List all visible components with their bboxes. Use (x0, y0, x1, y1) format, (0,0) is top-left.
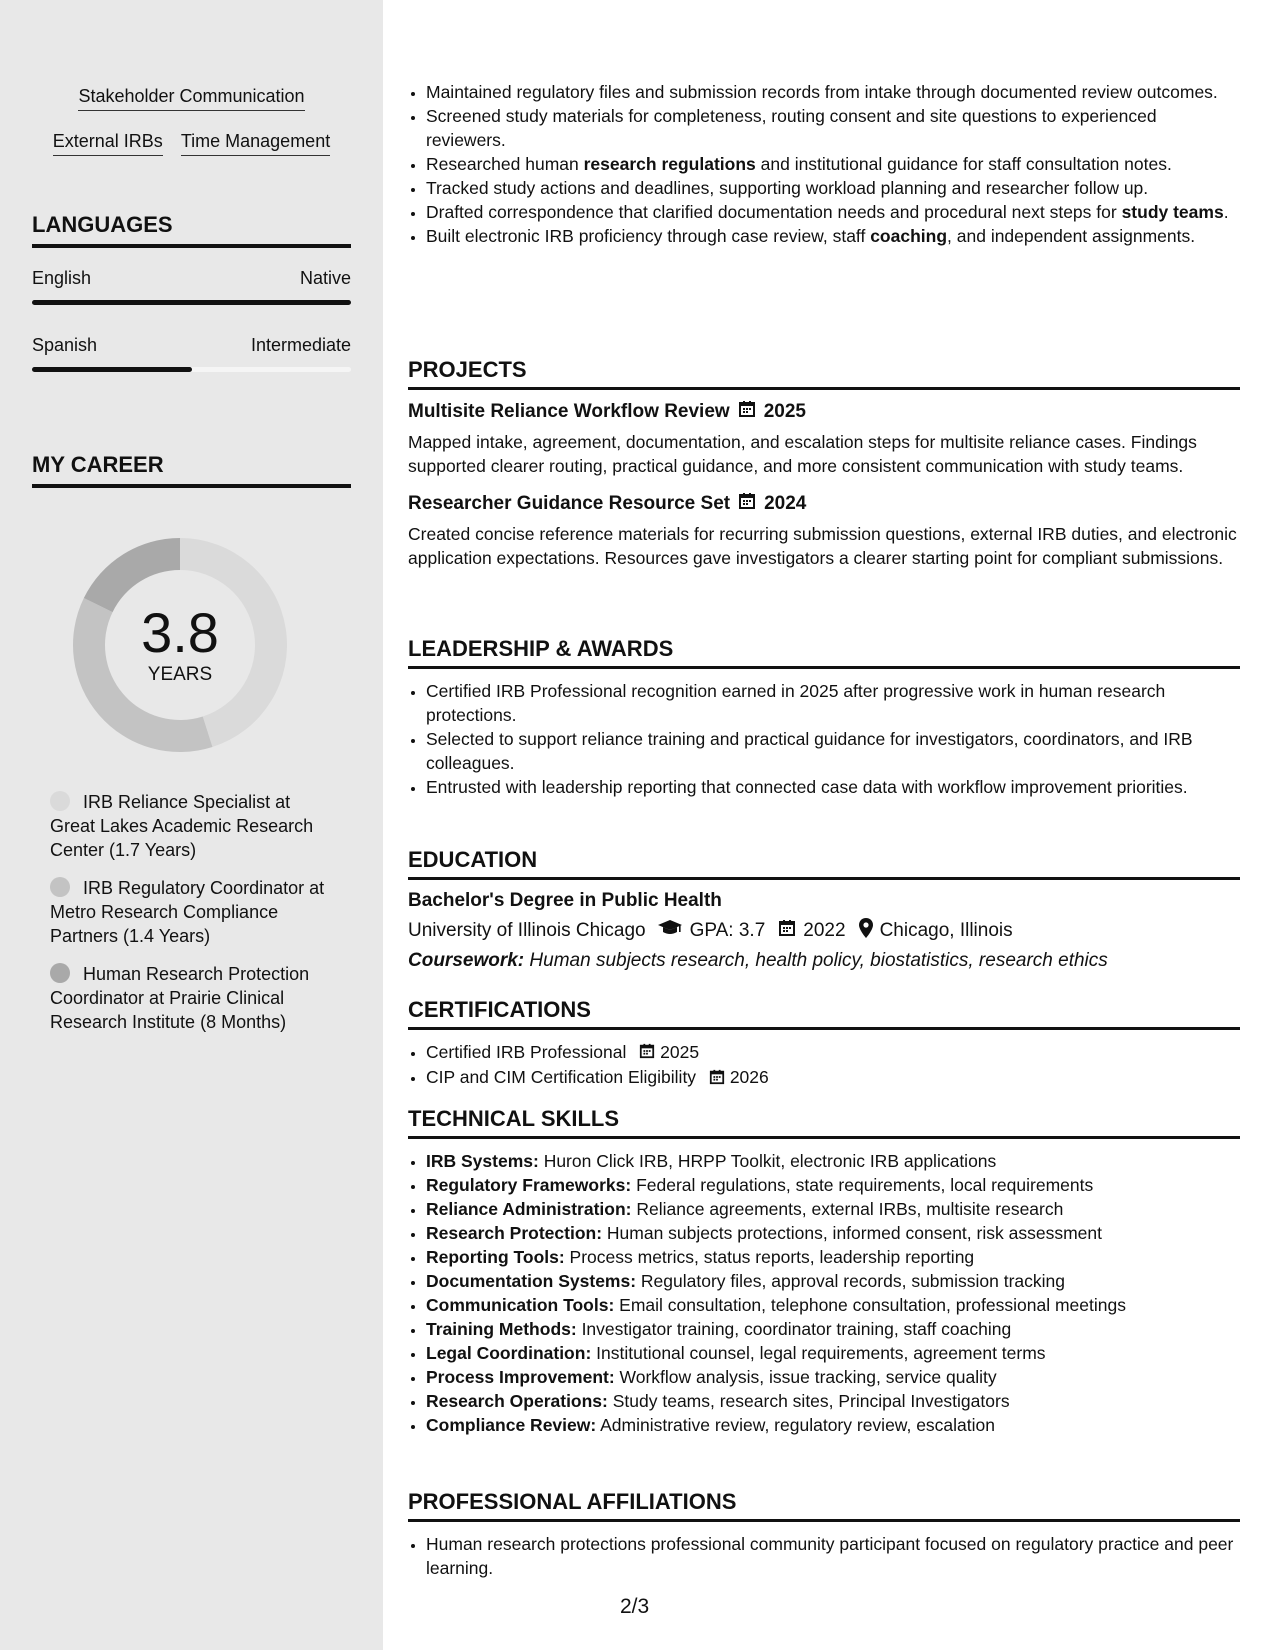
certifications-list (408, 1040, 1240, 1091)
calendar-icon (778, 919, 796, 943)
technical-skill-label: Communication Tools: (426, 1295, 615, 1315)
page-number: 2/3 (620, 1595, 650, 1618)
project-description: Created concise reference materials for recurring submission questions, external IRB duties, and electronic application expectations. Resources gave investigators a clearer starting point for compliant submissions. (408, 524, 1237, 568)
career-item (50, 790, 340, 862)
technical-skill-label: Legal Coordination: (426, 1343, 592, 1363)
certification-item (426, 1065, 1240, 1090)
technical-skill-item (426, 1389, 1240, 1413)
technical-skill-label: Research Protection: (426, 1223, 603, 1243)
education-heading: EDUCATION (408, 847, 1240, 880)
certification-name: Certified IRB Professional (426, 1042, 627, 1062)
technical-skill-value: Email consultation, telephone consultation, professional meetings (614, 1295, 1126, 1315)
project-year: 2024 (764, 493, 807, 514)
technical-skill-label: Training Methods: (426, 1319, 577, 1339)
technical-skill-value: Study teams, research sites, Principal Investigators (607, 1391, 1010, 1411)
career-label: Human Research Protection Coordinator at Prairie Clinical Research Institute (8 Months) (50, 964, 310, 1032)
languages-section (32, 212, 351, 372)
bullet-text: Built electronic IRB proficiency through case review, staff (426, 226, 871, 246)
language-level: Intermediate (250, 335, 351, 355)
technical-skill-label: Reliance Administration: (426, 1199, 632, 1219)
location-pin-icon (859, 918, 873, 944)
bullet-text: , and independent assignments. (947, 226, 1196, 246)
certifications-heading: CERTIFICATIONS (408, 997, 1240, 1030)
experience-bullet (426, 200, 1240, 224)
career-section (32, 452, 351, 488)
language-bar-fill (32, 300, 351, 305)
affiliation-item: • Human research protections professional community participant focused on regulatory practice and peer learning. (426, 1532, 1240, 1580)
career-list (50, 790, 340, 1048)
certification-item (426, 1040, 1240, 1065)
technical-skill-item (426, 1341, 1240, 1365)
technical-skill-value: Administrative review, regulatory review, escalation (596, 1415, 995, 1435)
career-donut-chart (65, 530, 295, 760)
education-details (408, 918, 1240, 944)
calendar-icon (738, 400, 756, 424)
skills-cloud (32, 86, 351, 176)
project-title: Multisite Reliance Workflow Review (408, 401, 730, 422)
career-heading: MY CAREER (32, 452, 351, 488)
leadership-item: • Selected to support reliance training and practical guidance for investigators, coordinators, and IRB colleagues. (426, 727, 1240, 775)
career-total-value: 3.8 (141, 601, 219, 664)
leadership-item: • Entrusted with leadership reporting that connected case data with workflow improvement priorities. (426, 775, 1240, 799)
technical-skill-value: Process metrics, status reports, leadership reporting (564, 1247, 975, 1267)
bullet-text: . (1223, 202, 1229, 222)
language-english (32, 268, 351, 305)
career-label: IRB Reliance Specialist at Great Lakes Academic Research Center (1.7 Years) (50, 792, 314, 860)
technical-skill-label: Research Operations: (426, 1391, 608, 1411)
technical-skill-label: Regulatory Frameworks: (426, 1175, 632, 1195)
technical-skill-value: Huron Click IRB, HRPP Toolkit, electronic IRB applications (538, 1151, 997, 1171)
affiliations-section (408, 1489, 1240, 1580)
experience-bullets (408, 80, 1240, 248)
languages-heading: LANGUAGES (32, 212, 351, 248)
leadership-item: • Certified IRB Professional recognition earned in 2025 after progressive work in human research protections. (426, 679, 1240, 727)
technical-skill-label: IRB Systems: (426, 1151, 539, 1171)
experience-bullet (426, 224, 1240, 248)
technical-skills-heading: TECHNICAL SKILLS (408, 1106, 1240, 1139)
technical-skill-value: Institutional counsel, legal requirements, agreement terms (591, 1343, 1046, 1363)
bullet-text: Tracked study actions and deadlines, supporting workload planning and researcher follow up. (426, 178, 1149, 198)
affiliations-heading: PROFESSIONAL AFFILIATIONS (408, 1489, 1240, 1522)
experience-bullet (426, 104, 1240, 152)
technical-skill-value: Federal regulations, state requirements, local requirements (631, 1175, 1094, 1195)
technical-skill-value: Reliance agreements, external IRBs, multisite research (631, 1199, 1064, 1219)
technical-skill-label: Documentation Systems: (426, 1271, 637, 1291)
language-name: Spanish (32, 335, 98, 355)
certification-name: CIP and CIM Certification Eligibility (426, 1067, 697, 1088)
career-dot (50, 877, 70, 897)
education-section (408, 847, 1240, 972)
graduation-cap-icon (657, 919, 683, 943)
project-title: Researcher Guidance Resource Set (408, 493, 731, 514)
projects-heading: PROJECTS (408, 357, 1240, 390)
main-content (408, 0, 1240, 1650)
calendar-icon (738, 492, 756, 516)
leadership-heading: LEADERSHIP & AWARDS (408, 636, 1240, 669)
bullet-text: Researched human (426, 154, 584, 174)
affiliations-list (408, 1532, 1240, 1580)
experience-bullet (426, 176, 1240, 200)
experience-bullet (426, 80, 1240, 104)
technical-skill-value: Investigator training, coordinator training, staff coaching (576, 1319, 1012, 1339)
career-dot (50, 791, 70, 811)
technical-skills-list (408, 1149, 1240, 1437)
experience-list (408, 80, 1240, 248)
coursework-text: Human subjects research, health policy, biostatistics, research ethics (529, 950, 1108, 971)
technical-skill-item (426, 1245, 1240, 1269)
career-dot (50, 963, 70, 983)
education-coursework (408, 950, 1240, 972)
technical-skill-item (426, 1365, 1240, 1389)
technical-skill-item (426, 1413, 1240, 1437)
education-gpa: GPA: 3.7 (689, 920, 766, 941)
technical-skill-item (426, 1317, 1240, 1341)
language-bar (32, 300, 351, 305)
skill-tag: Time Management (181, 131, 330, 156)
language-bar (32, 367, 351, 372)
sidebar (0, 0, 383, 1650)
technical-skill-value: Human subjects protections, informed consent, risk assessment (602, 1223, 1102, 1243)
technical-skill-item (426, 1173, 1240, 1197)
technical-skill-item (426, 1221, 1240, 1245)
language-bar-fill (32, 367, 192, 372)
certification-year: 2025 (660, 1042, 700, 1062)
technical-skill-label: Reporting Tools: (426, 1247, 565, 1267)
bullet-emphasis: coaching (870, 226, 948, 246)
career-total-unit: YEARS (147, 664, 213, 685)
experience-bullet (426, 152, 1240, 176)
career-item (50, 876, 340, 948)
technical-skill-label: Compliance Review: (426, 1415, 597, 1435)
leadership-section (408, 636, 1240, 799)
technical-skill-item (426, 1197, 1240, 1221)
project-item (408, 492, 1240, 570)
skill-tag: Stakeholder Communication (78, 86, 304, 111)
language-spanish (32, 335, 351, 372)
education-school: University of Illinois Chicago (408, 920, 646, 941)
education-location: Chicago, Illinois (879, 920, 1013, 941)
bullet-text: Screened study materials for completeness, routing consent and site questions to experienced reviewers. (426, 106, 1157, 150)
project-description: Mapped intake, agreement, documentation, and escalation steps for multisite reliance cases. Findings supported clearer routing, practical guidance, and more consistent communication with study teams. (408, 432, 1197, 476)
bullet-text: Maintained regulatory files and submission records from intake through documented review outcomes. (426, 82, 1218, 102)
calendar-icon (709, 1067, 725, 1091)
project-item (408, 400, 1240, 478)
technical-skill-value: Regulatory files, approval records, submission tracking (636, 1271, 1065, 1291)
project-year: 2025 (763, 401, 806, 422)
bullet-emphasis: research regulations (583, 154, 756, 174)
skill-tag: External IRBs (53, 131, 163, 156)
calendar-icon (639, 1041, 655, 1065)
bullet-text: and institutional guidance for staff consultation notes. (755, 154, 1172, 174)
bullet-text: Drafted correspondence that clarified documentation needs and procedural next steps for (426, 202, 1122, 222)
career-item (50, 962, 340, 1034)
coursework-label: Coursework: (408, 950, 525, 971)
career-total (65, 530, 295, 760)
projects-section (408, 357, 1240, 570)
language-name: English (32, 268, 92, 288)
technical-skill-item (426, 1269, 1240, 1293)
leadership-list (408, 679, 1240, 799)
technical-skills-section (408, 1106, 1240, 1437)
technical-skill-item (426, 1149, 1240, 1173)
certification-year: 2026 (729, 1067, 769, 1088)
career-label: IRB Regulatory Coordinator at Metro Research Compliance Partners (1.4 Years) (50, 878, 325, 946)
education-degree: Bachelor's Degree in Public Health (408, 890, 722, 911)
technical-skill-item (426, 1293, 1240, 1317)
education-year: 2022 (803, 920, 846, 941)
technical-skill-value: Workflow analysis, issue tracking, service quality (614, 1367, 997, 1387)
technical-skill-label: Process Improvement: (426, 1367, 615, 1387)
bullet-emphasis: study teams (1121, 202, 1224, 222)
certifications-section (408, 997, 1240, 1091)
language-level: Native (299, 268, 351, 288)
